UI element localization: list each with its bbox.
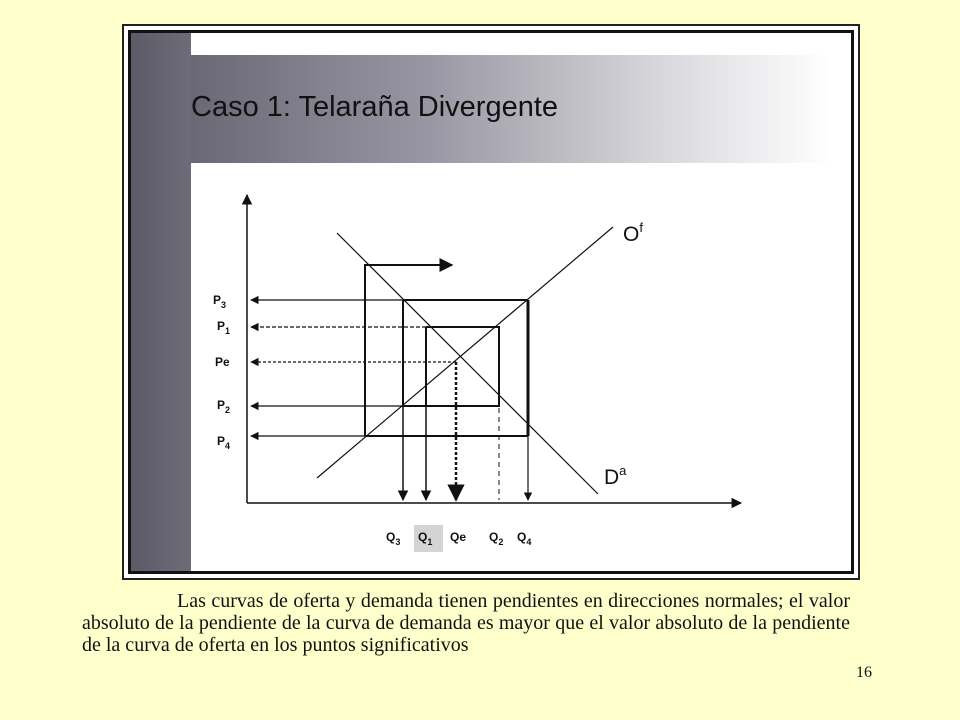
p2-label: $P_2$ — [217, 398, 231, 415]
page-number: 16 — [856, 664, 872, 681]
cobweb-diagram — [131, 33, 854, 574]
p3-label: $P_3$ — [213, 293, 227, 310]
slide-title: Caso 1: Telaraña Divergente — [191, 91, 559, 123]
demand-label: $D^a$ — [604, 463, 627, 489]
qe-label: Qe — [450, 530, 467, 544]
p1-label: $P_1$ — [217, 319, 231, 336]
supply-curve — [317, 227, 613, 478]
supply-label: $O^f$ — [623, 220, 643, 246]
pe-label: Pe — [215, 355, 230, 369]
caption-text — [82, 590, 850, 656]
q4-label: $Q_4$ — [517, 530, 532, 547]
cobweb-path — [365, 265, 452, 436]
slide-inner — [128, 30, 854, 574]
q2-label: $Q_2$ — [489, 530, 504, 547]
q1-label: $Q_1$ — [418, 530, 433, 547]
q3-label: $Q_3$ — [386, 530, 401, 547]
slide-frame — [122, 24, 860, 580]
cobweb-inner-square — [403, 300, 499, 406]
p4-label: $P_4$ — [217, 434, 231, 451]
caption-body: Las curvas de oferta y demanda tienen pendientes en direcciones normales; el valor absoluto de la pendiente de la curva de demanda es mayor que el valor absoluto de la pendiente de la curva de oferta en los puntos significativos — [82, 590, 850, 656]
